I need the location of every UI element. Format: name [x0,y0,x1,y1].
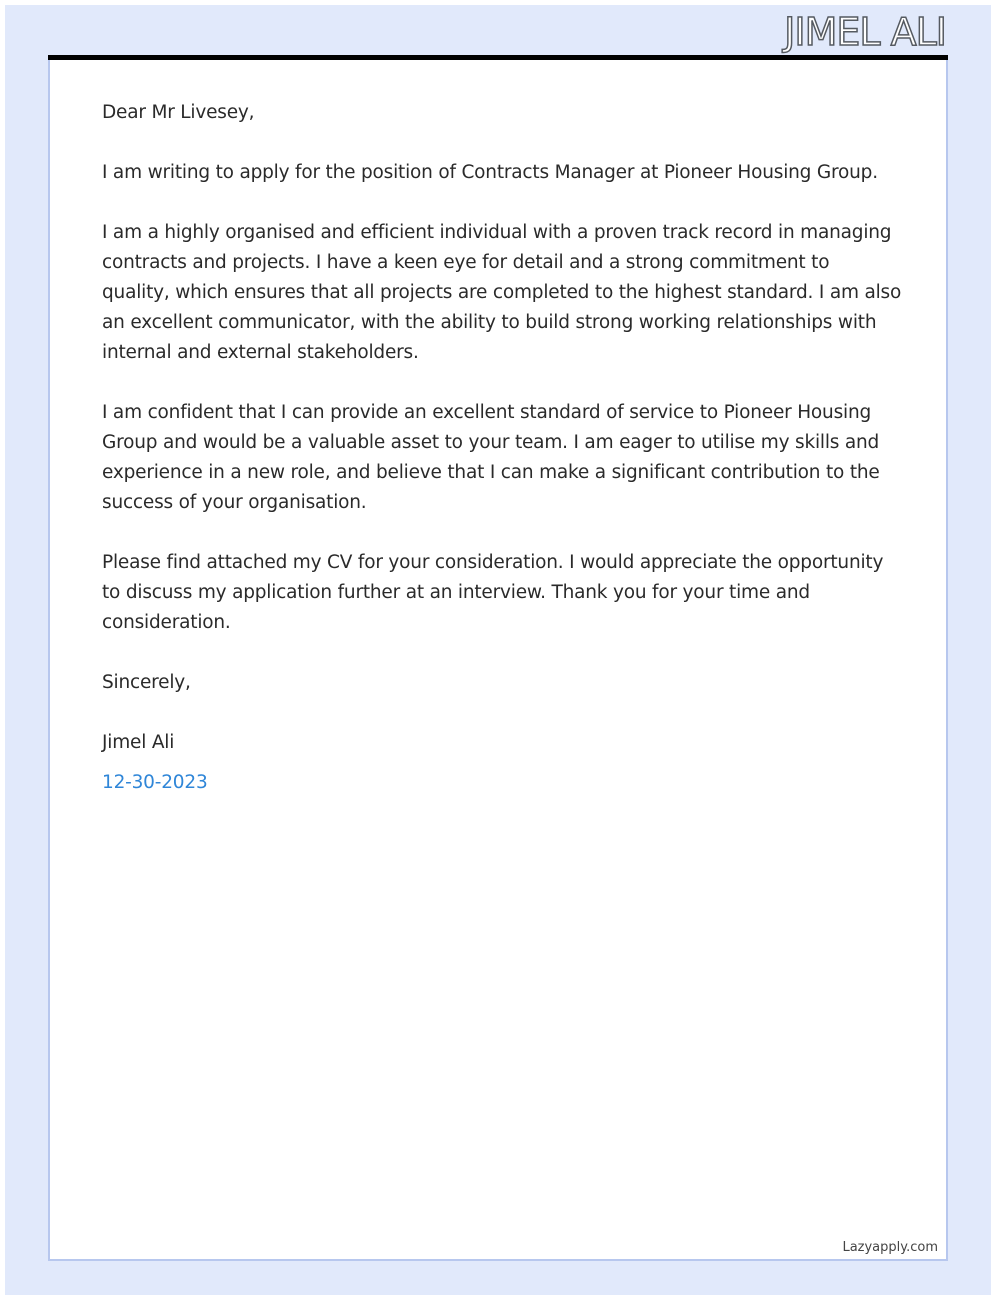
applicant-name-header: JIMEL ALI [784,10,946,54]
salutation: Dear Mr Livesey, [102,102,255,123]
letter-paragraph-value: I am confident that I can provide an excellent standard of service to Pioneer Housing Group and would be a valuable asset to your team. I am eager to utilise my skills and experience in a new role, and believe that I can make a significant contribution to the success of your organisation. [102,402,880,513]
letter-paragraph-intro: I am writing to apply for the position of Contracts Manager at Pioneer Housing Group. [102,162,878,183]
footer-brand: Lazyapply.com [842,1240,938,1255]
letter-date: 12-30-2023 [102,772,208,793]
letter-paragraph-closing: Please find attached my CV for your consideration. I would appreciate the opportunity to discuss my application further at an interview. Thank you for your time and consideration. [102,552,884,633]
closing-phrase: Sincerely, [102,672,191,693]
letter-paragraph-qualifications: I am a highly organised and efficient individual with a proven track record in managing contracts and projects. I have a keen eye for detail and a strong commitment to quality, which ensures that all projects are completed to the highest standard. I am also an excellent communicator, with the ability to build strong working relationships with internal and external stakeholders. [102,222,902,363]
letter-page [48,60,948,1261]
cover-letter-body [102,98,902,798]
signature-name: Jimel Ali [102,732,175,753]
